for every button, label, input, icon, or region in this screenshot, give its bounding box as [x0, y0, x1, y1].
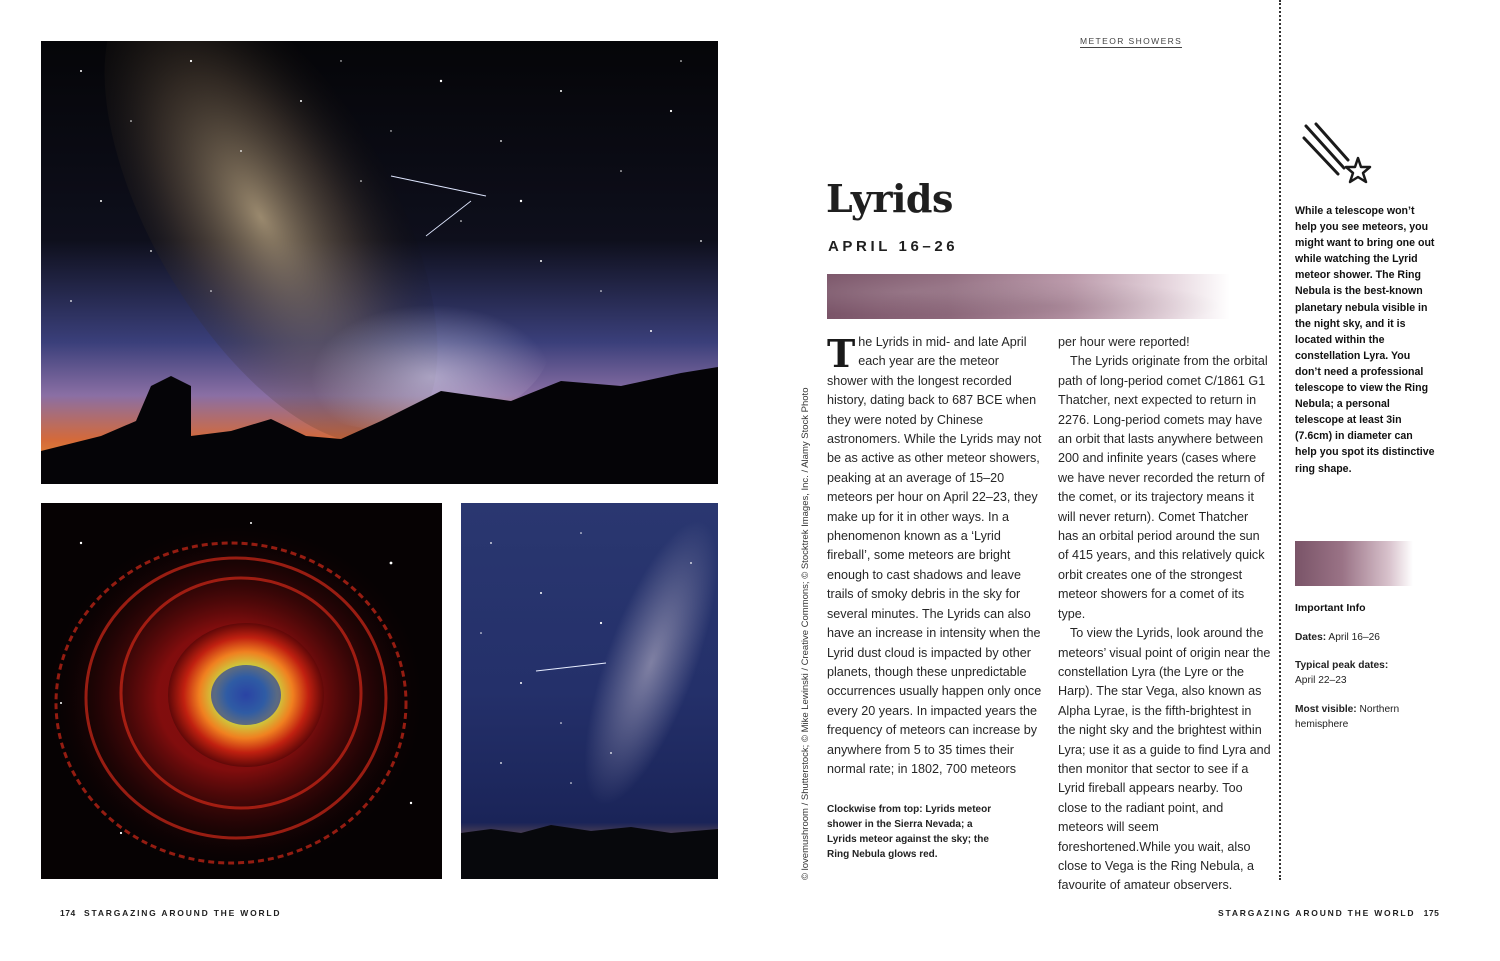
paragraph-text: he Lyrids in mid- and late April each year are the meteor shower with the longest recorded history, dating back to 687 BCE when they were noted by Chinese astronomers. While the Lyrids may not be as active as other meteor showers, peaking at an average of 15–20 meteors per hour on April 22–23, they make up for it in other ways. In a phenomenon known as a ‘Lyrid fireball’, some meteors are bright enough to cast shadows and leave trails of smoky debris in the sky for several minutes. The Lyrids can also have an increase in intensity when the Lyrid dust cloud is impacted by other planets, though these unpredictable occurrences usually happen only once every 20 years. In impacted years the frequency of meteors can increase by anywhere from 5 to 35 times their normal rate; in 1802, 700 meteors — [827, 335, 1042, 776]
info-value: April 16–26 — [1328, 632, 1380, 643]
photo-caption: Clockwise from top: Lyrids meteor shower in the Sierra Nevada; a Lyrids meteor against the sky; the Ring Nebula glows red. — [827, 804, 992, 860]
body-column-1 — [827, 333, 1042, 779]
footer-left — [60, 908, 281, 918]
drop-cap: T — [827, 331, 856, 376]
body-paragraph — [827, 333, 1042, 779]
page-title: Lyrids — [826, 176, 953, 221]
milky-way-sierra-nevada-photo — [41, 41, 718, 484]
info-dates — [1295, 631, 1435, 646]
info-label: Most visible: — [1295, 704, 1357, 715]
info-peak-dates — [1295, 659, 1435, 688]
book-title: STARGAZING AROUND THE WORLD — [84, 908, 282, 918]
footer-right — [1218, 908, 1439, 918]
body-column-2 — [1058, 333, 1271, 896]
lyrid-meteor-sky-photo — [461, 503, 718, 879]
info-most-visible — [1295, 703, 1435, 732]
page-number: 175 — [1423, 908, 1440, 918]
info-value: Northern hemisphere — [1295, 704, 1400, 730]
page-number: 174 — [60, 908, 76, 918]
ring-nebula-photo — [41, 503, 442, 879]
sidebar-divider — [1279, 0, 1281, 880]
photo-credit: © lovemushroom / Shutterstock; © Mike Lewinski / Creative Commons; © Stocktrek Images, Inc. / Alamy Stock Photo — [800, 387, 811, 880]
shooting-star-icon — [1302, 122, 1372, 194]
info-value: April 22–23 — [1295, 674, 1347, 686]
info-heading: Important Info — [1295, 602, 1366, 614]
body-paragraph: per hour were reported! — [1058, 335, 1190, 349]
info-label: Typical peak dates: — [1295, 660, 1389, 671]
book-title: STARGAZING AROUND THE WORLD — [1218, 908, 1416, 918]
info-label: Dates: — [1295, 632, 1327, 643]
body-paragraph: To view the Lyrids, look around the meteors’ visual point of origin near the constellation Lyra (the Lyre or the Harp). The star Vega, also known as Alpha Lyrae, is the fifth-brightest in the night sky and the brightest within Lyra; use it as a guide to find Lyra and then monitor that sector to see if a Lyrid fireball appears nearby. Too close to the radiant point, and meteors will seem foreshortened.While you wait, also close to Vega is the Ring Nebula, a favourite of amateur observers. — [1058, 626, 1271, 893]
date-range: APRIL 16–26 — [828, 238, 959, 255]
watercolor-banner — [827, 274, 1230, 319]
sidebar-note: While a telescope won’t help you see meteors, you might want to bring one out while watching the Lyrid meteor shower. The Ring Nebula is the best-known planetary nebula visible in the night sky, and it is located within the constellation Lyra. You don’t need a professional telescope to view the Ring Nebula; a personal telescope at least 3in (7.6cm) in diameter can help you spot its distinctive ring shape. — [1295, 205, 1435, 475]
sidebar-watercolor — [1295, 541, 1413, 586]
section-tag: METEOR SHOWERS — [1080, 36, 1183, 46]
body-paragraph: The Lyrids originate from the orbital path of long-period comet C/1861 G1 Thatcher, next expected to return in 2276. Long-period comets may have an orbit that lasts anywhere between 200 and infinite years (cases where we have never recorded the return of the comet, or its trajectory means it will never return). Comet Thatcher has an orbital period around the sun of 415 years, and this relatively quick orbit creates one of the strongest meteor showers for a comet of its type. — [1058, 354, 1268, 621]
